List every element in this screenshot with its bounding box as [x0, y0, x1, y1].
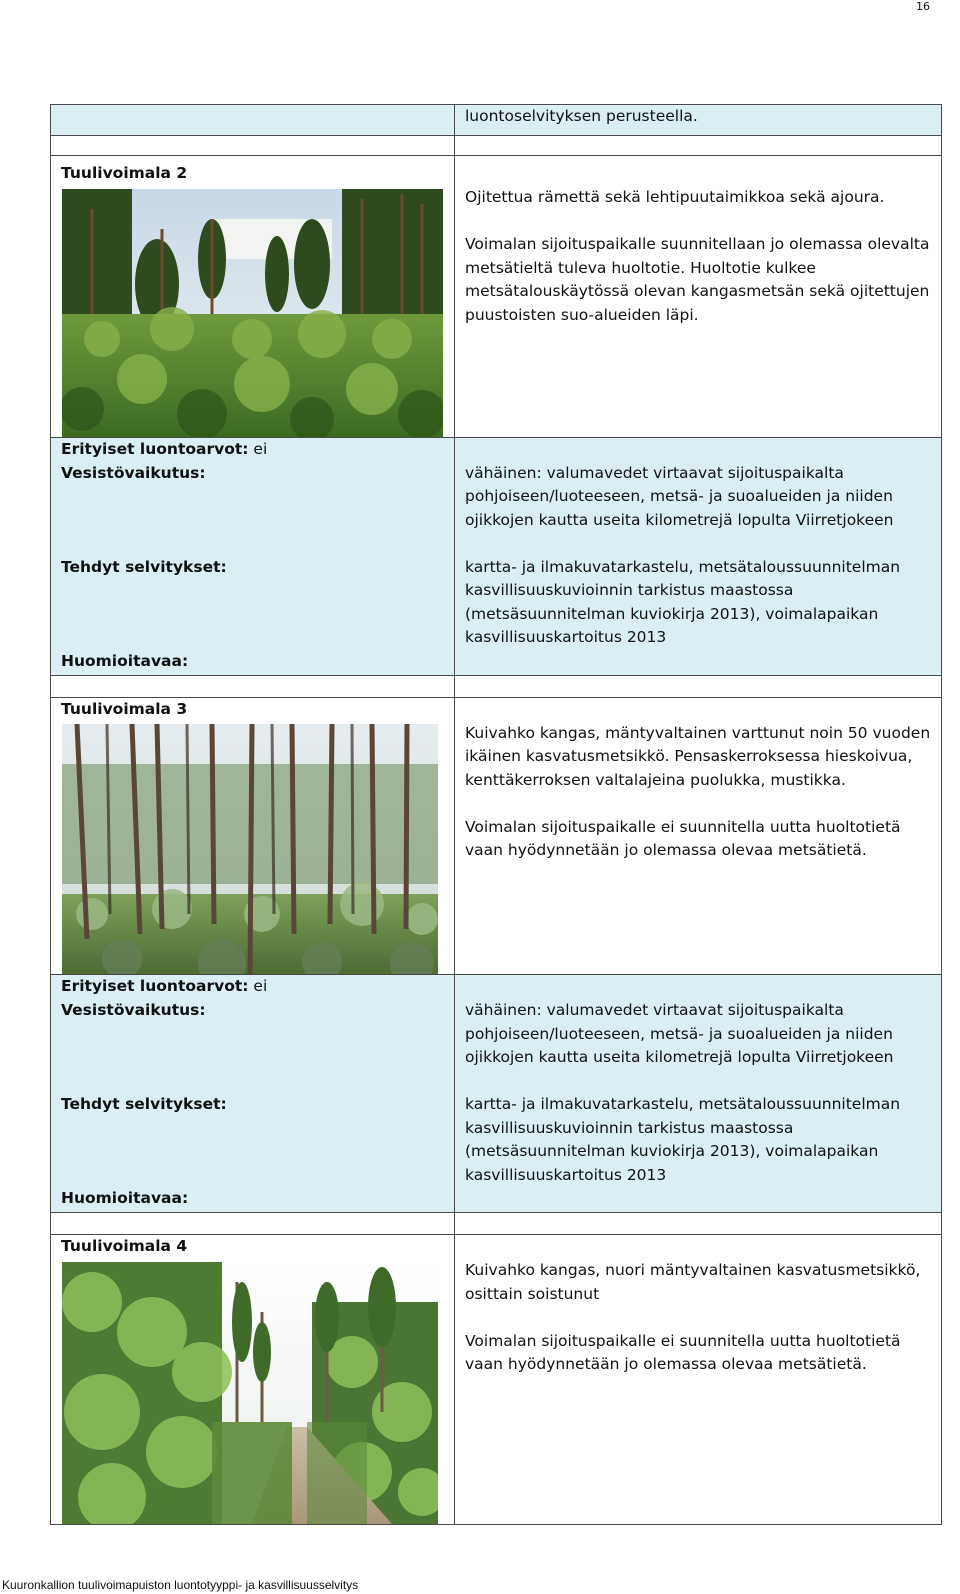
page-number: 16 [916, 0, 930, 13]
spacer-row [51, 136, 942, 156]
turbine-3-info-labels [51, 975, 455, 1213]
turbine-2-forest-photo [62, 189, 443, 437]
turbine-4-forest-road-photo [62, 1262, 438, 1524]
turbine-2-info-row [51, 437, 942, 675]
spacer-row [51, 1213, 942, 1235]
surveys-label: Tehdyt selvitykset: [61, 557, 227, 576]
turbine-2-road-text: Voimalan sijoituspaikalle suunnitellaan jo olemassa olevalta metsätieltä tuleva huoltotie. Huoltotie kulkee metsätalouskäytössä olevan kangasmetsän sekä ojitettujen puustoisten suo-alueiden läpi. [465, 235, 930, 324]
turbine-3-info-values [455, 975, 942, 1213]
carryover-text: luontoselvityksen perusteella. [455, 105, 942, 136]
turbine-2-water-value: vähäinen: valumavedet virtaavat sijoituspaikalta pohjoiseen/luoteeseen, metsä- ja suoalueiden ja niiden ojikkojen kautta useita kilometrejä lopulta Viirretjokeen [465, 463, 894, 529]
notes-label: Huomioitavaa: [61, 1189, 189, 1207]
turbine-2-surveys-value: kartta- ja ilmakuvatarkastelu, metsätaloussuunnitelman kasvillisuuskuvioinnin tarkistus maastossa (metsäsuunnitelman kuviokirja 2013), voimalapaikan kasvillisuuskartoitus 2013 [465, 557, 901, 646]
turbine-3-surveys-value: kartta- ja ilmakuvatarkastelu, metsätaloussuunnitelman kasvillisuuskuvioinnin tarkistus maastossa (metsäsuunnitelman kuviokirja 2013), voimalapaikan kasvillisuuskartoitus 2013 [465, 1095, 901, 1184]
water-impact-label: Vesistövaikutus: [61, 463, 206, 482]
turbine-3-photo-cell [51, 697, 455, 975]
special-values-label: Erityiset luontoarvot: [61, 439, 249, 458]
turbine-2-description [455, 156, 942, 438]
carryover-row [51, 105, 942, 136]
carryover-left-cell [51, 105, 455, 136]
turbine-2-special-value: ei [253, 439, 268, 458]
turbine-3-road-text: Voimalan sijoituspaikalle ei suunnitella uutta huoltotietä vaan hyödynnetään jo olemassa olevaa metsätietä. [465, 817, 901, 859]
turbine-2-photo-cell [51, 156, 455, 438]
turbine-3-water-value: vähäinen: valumavedet virtaavat sijoituspaikalta pohjoiseen/luoteeseen, metsä- ja suoalueiden ja niiden ojikkojen kautta useita kilometrejä lopulta Viirretjokeen [465, 1001, 894, 1066]
turbine-3-pine-forest-photo [62, 724, 438, 974]
turbine-3-special-value: ei [253, 977, 268, 995]
turbine-3-habitat-text: Kuivahko kangas, mäntyvaltainen varttunut noin 50 vuoden ikäinen kasvatusmetsikkö. Pensaskerroksessa hieskoivua, kenttäkerroksen valtalajeina puolukka, mustikka. [465, 723, 931, 789]
spacer-row [51, 675, 942, 697]
turbine-4-name: Tuulivoimala 4 [61, 1237, 188, 1255]
turbine-3-description [455, 697, 942, 975]
turbine-3-row [51, 697, 942, 975]
turbine-4-photo-cell [51, 1235, 455, 1525]
turbine-2-info-labels [51, 437, 455, 675]
turbine-2-habitat-text: Ojitettua rämettä sekä lehtipuutaimikkoa sekä ajoura. [465, 188, 885, 206]
turbine-2-row [51, 156, 942, 438]
turbine-site-table [50, 104, 942, 1525]
document-footer: Kuuronkallion tuulivoimapuiston luontotyyppi- ja kasvillisuusselvitys [2, 1578, 359, 1592]
turbine-4-row [51, 1235, 942, 1525]
turbine-3-info-row [51, 975, 942, 1213]
turbine-4-description [455, 1235, 942, 1525]
special-values-label: Erityiset luontoarvot: [61, 977, 249, 995]
turbine-2-info-values [455, 437, 942, 675]
turbine-4-road-text: Voimalan sijoituspaikalle ei suunnitella uutta huoltotietä vaan hyödynnetään jo olemassa olevaa metsätietä. [465, 1331, 901, 1373]
turbine-2-name: Tuulivoimala 2 [61, 164, 188, 182]
turbine-4-habitat-text: Kuivahko kangas, nuori mäntyvaltainen kasvatusmetsikkö, osittain soistunut [465, 1261, 921, 1303]
surveys-label: Tehdyt selvitykset: [61, 1095, 227, 1113]
water-impact-label: Vesistövaikutus: [61, 1001, 206, 1019]
notes-label: Huomioitavaa: [61, 651, 189, 670]
turbine-3-name: Tuulivoimala 3 [61, 699, 188, 718]
